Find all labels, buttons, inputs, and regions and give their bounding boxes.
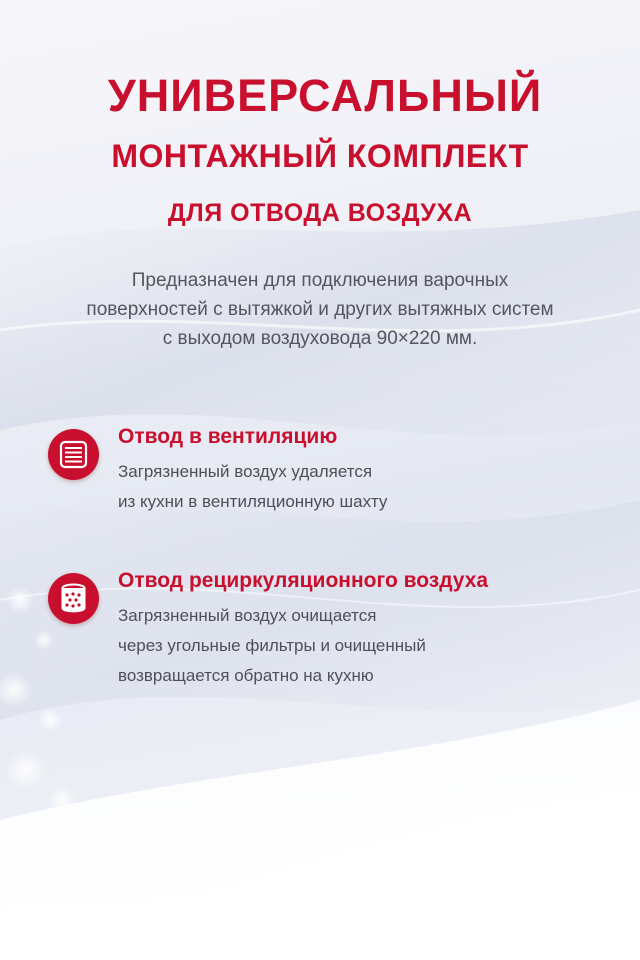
feature-text-line: возвращается обратно на кухню (118, 666, 374, 685)
feature-text-line: Загрязненный воздух очищается (118, 606, 377, 625)
page-subtitle: ДЛЯ ОТВОДА ВОЗДУХА (167, 199, 473, 227)
feature-text-line: через угольные фильтры и очищенный (118, 636, 426, 655)
feature-text-line: Загрязненный воздух удаляется (118, 462, 373, 481)
description-line: поверхностей с вытяжкой и других вытяжных систем (86, 299, 554, 320)
feature-title: Отвод рециркуляционного воздуха (118, 569, 489, 592)
description (20, 266, 620, 353)
feature-title: Отвод в вентиляцию (118, 425, 338, 448)
page-title-line2: МОНТАЖНЫЙ КОМПЛЕКТ (111, 138, 529, 174)
vent-grille-icon (48, 429, 99, 480)
carbon-filter-icon (48, 573, 99, 624)
feature-text (118, 601, 426, 691)
feature-text (118, 457, 387, 517)
page-title: УНИВЕРСАЛЬНЫЙ (107, 70, 543, 121)
description-line: Предназначен для подключения варочных (131, 270, 509, 291)
description-line: с выходом воздуховода 90×220 мм. (162, 328, 478, 349)
feature-text-line: из кухни в вентиляционную шахту (118, 492, 388, 511)
